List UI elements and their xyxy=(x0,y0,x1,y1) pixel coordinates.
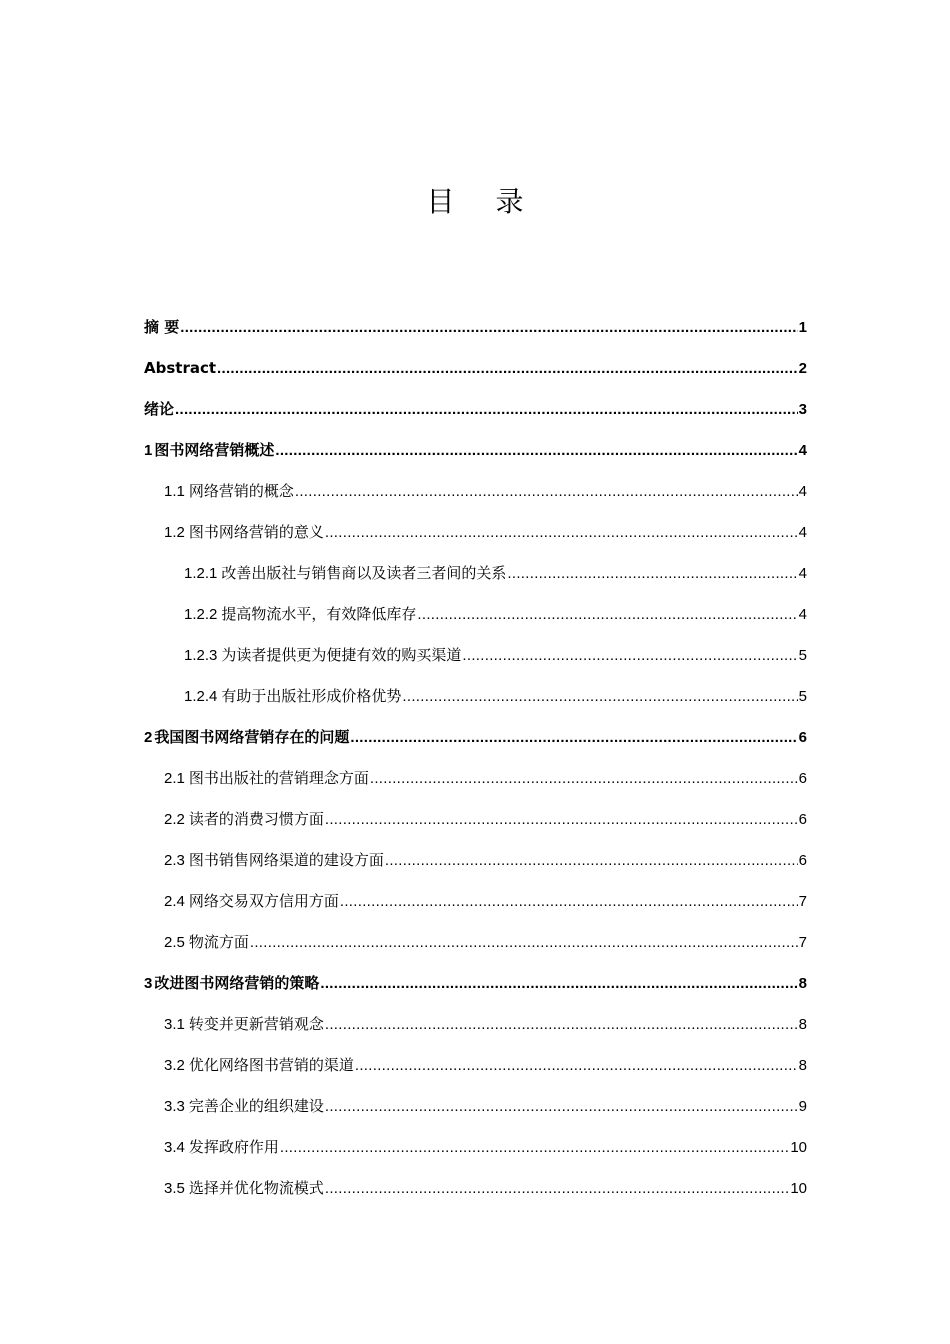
toc-entry-page-number: 3 xyxy=(798,401,807,418)
toc-entry[interactable] xyxy=(144,1086,807,1127)
toc-dot-leader xyxy=(175,389,798,430)
toc-entry-number: 1.1 xyxy=(164,483,185,500)
toc-entry-number: 2.5 xyxy=(164,934,185,951)
toc-entry-page-number: 6 xyxy=(798,729,807,746)
toc-dot-leader xyxy=(325,1086,798,1127)
toc-entry-label: 改进图书网络营销的策略 xyxy=(154,974,320,992)
toc-entry-number: 1.2.4 xyxy=(184,688,218,705)
toc-entry-page-number: 7 xyxy=(798,893,807,910)
toc-entry-label: 图书网络营销概述 xyxy=(154,441,275,459)
toc-entry[interactable] xyxy=(144,922,807,963)
toc-entry[interactable] xyxy=(144,594,807,635)
toc-entry-page-number: 4 xyxy=(798,483,807,500)
toc-entry[interactable] xyxy=(144,1004,807,1045)
toc-entry-label: 完善企业的组织建设 xyxy=(188,1097,324,1115)
toc-entry-page-number: 9 xyxy=(798,1098,807,1115)
toc-entry[interactable] xyxy=(144,1127,807,1168)
toc-dot-leader xyxy=(462,635,797,676)
toc-entry-label: 图书出版社的营销理念方面 xyxy=(188,769,369,787)
toc-entry-label: 网络营销的概念 xyxy=(188,482,294,500)
toc-entry[interactable] xyxy=(144,1045,807,1086)
toc-entry-number: 1.2.2 xyxy=(184,606,218,623)
toc-entry-label: 改善出版社与销售商以及读者三者间的关系 xyxy=(221,564,507,582)
toc-entry-label: 优化网络图书营销的渠道 xyxy=(188,1056,354,1074)
toc-dot-leader xyxy=(385,840,798,881)
toc-dot-leader xyxy=(355,1045,798,1086)
toc-entry-page-number: 4 xyxy=(798,606,807,623)
toc-entry-page-number: 4 xyxy=(798,442,807,459)
toc-entry[interactable] xyxy=(144,758,807,799)
toc-entry[interactable] xyxy=(144,471,807,512)
toc-dot-leader xyxy=(275,430,797,471)
toc-entry[interactable] xyxy=(144,717,807,758)
toc-dot-leader xyxy=(507,553,797,594)
toc-entry-number: 1.2.3 xyxy=(184,647,218,664)
toc-dot-leader xyxy=(340,881,798,922)
page-title: 目 录 xyxy=(426,185,540,218)
toc-entry[interactable] xyxy=(144,430,807,471)
toc-entry[interactable] xyxy=(144,963,807,1004)
toc-entry-number: 2.3 xyxy=(164,852,185,869)
toc-entry-number: 2 xyxy=(144,729,153,746)
toc-entry-page-number: 6 xyxy=(798,811,807,828)
toc-entry-label: 选择并优化物流模式 xyxy=(188,1179,324,1197)
toc-entry-label: 网络交易双方信用方面 xyxy=(188,892,339,910)
toc-entry-number: 3.4 xyxy=(164,1139,185,1156)
toc-entry-page-number: 4 xyxy=(798,524,807,541)
toc-entry-number: 3 xyxy=(144,975,153,992)
toc-dot-leader xyxy=(325,799,798,840)
toc-entry-page-number: 6 xyxy=(798,852,807,869)
toc-dot-leader xyxy=(325,512,798,553)
toc-entry[interactable] xyxy=(144,553,807,594)
toc-entry-label: 绪论 xyxy=(144,400,175,418)
toc-dot-leader xyxy=(325,1168,789,1209)
toc-entry-label: 转变并更新营销观念 xyxy=(188,1015,324,1033)
toc-entry-label: 提高物流水平，有效降低库存 xyxy=(221,605,417,623)
toc-entry-label: 我国图书网络营销存在的问题 xyxy=(154,728,350,746)
toc-entry[interactable] xyxy=(144,512,807,553)
toc-dot-leader xyxy=(417,594,797,635)
toc-dot-leader xyxy=(250,922,798,963)
toc-entry[interactable] xyxy=(144,799,807,840)
toc-entry-label: 图书网络营销的意义 xyxy=(188,523,324,541)
toc-entry-label: 发挥政府作用 xyxy=(188,1138,279,1156)
toc-entry-number: 3.3 xyxy=(164,1098,185,1115)
toc-entry-page-number: 4 xyxy=(798,565,807,582)
toc-dot-leader xyxy=(350,717,797,758)
toc-entry-number: 1.2 xyxy=(164,524,185,541)
toc-entry-page-number: 7 xyxy=(798,934,807,951)
toc-entry[interactable] xyxy=(144,1168,807,1209)
table-of-contents xyxy=(144,307,807,1209)
toc-entry-page-number: 2 xyxy=(798,360,807,377)
toc-entry-number: 3.1 xyxy=(164,1016,185,1033)
toc-entry-page-number: 1 xyxy=(798,319,807,336)
toc-entry-label: Abstract xyxy=(144,359,217,377)
toc-dot-leader xyxy=(217,348,798,389)
toc-entry-page-number: 8 xyxy=(798,1016,807,1033)
toc-entry-number: 3.5 xyxy=(164,1180,185,1197)
toc-entry[interactable] xyxy=(144,676,807,717)
toc-entry-number: 3.2 xyxy=(164,1057,185,1074)
toc-dot-leader xyxy=(280,1127,789,1168)
toc-entry[interactable] xyxy=(144,389,807,430)
toc-entry-number: 1.2.1 xyxy=(184,565,218,582)
toc-dot-leader xyxy=(180,307,797,348)
toc-dot-leader xyxy=(295,471,798,512)
toc-entry-label: 为读者提供更为便捷有效的购买渠道 xyxy=(221,646,462,664)
toc-entry-page-number: 5 xyxy=(798,688,807,705)
toc-entry-page-number: 10 xyxy=(790,1180,807,1197)
toc-entry-label: 图书销售网络渠道的建设方面 xyxy=(188,851,384,869)
toc-entry[interactable] xyxy=(144,635,807,676)
toc-dot-leader xyxy=(370,758,798,799)
toc-entry[interactable] xyxy=(144,348,807,389)
toc-dot-leader xyxy=(320,963,797,1004)
toc-dot-leader xyxy=(325,1004,798,1045)
toc-entry-page-number: 8 xyxy=(798,975,807,992)
toc-entry[interactable] xyxy=(144,881,807,922)
toc-entry-label: 摘 要 xyxy=(144,318,180,336)
toc-entry-number: 2.2 xyxy=(164,811,185,828)
toc-entry[interactable] xyxy=(144,840,807,881)
toc-entry-page-number: 6 xyxy=(798,770,807,787)
toc-dot-leader xyxy=(402,676,797,717)
toc-entry-label: 物流方面 xyxy=(188,933,249,951)
toc-entry[interactable] xyxy=(144,307,807,348)
toc-entry-page-number: 8 xyxy=(798,1057,807,1074)
toc-entry-page-number: 10 xyxy=(790,1139,807,1156)
toc-entry-label: 有助于出版社形成价格优势 xyxy=(221,687,402,705)
toc-entry-number: 2.4 xyxy=(164,893,185,910)
toc-entry-number: 2.1 xyxy=(164,770,185,787)
toc-entry-number: 1 xyxy=(144,442,153,459)
toc-entry-page-number: 5 xyxy=(798,647,807,664)
toc-entry-label: 读者的消费习惯方面 xyxy=(188,810,324,828)
